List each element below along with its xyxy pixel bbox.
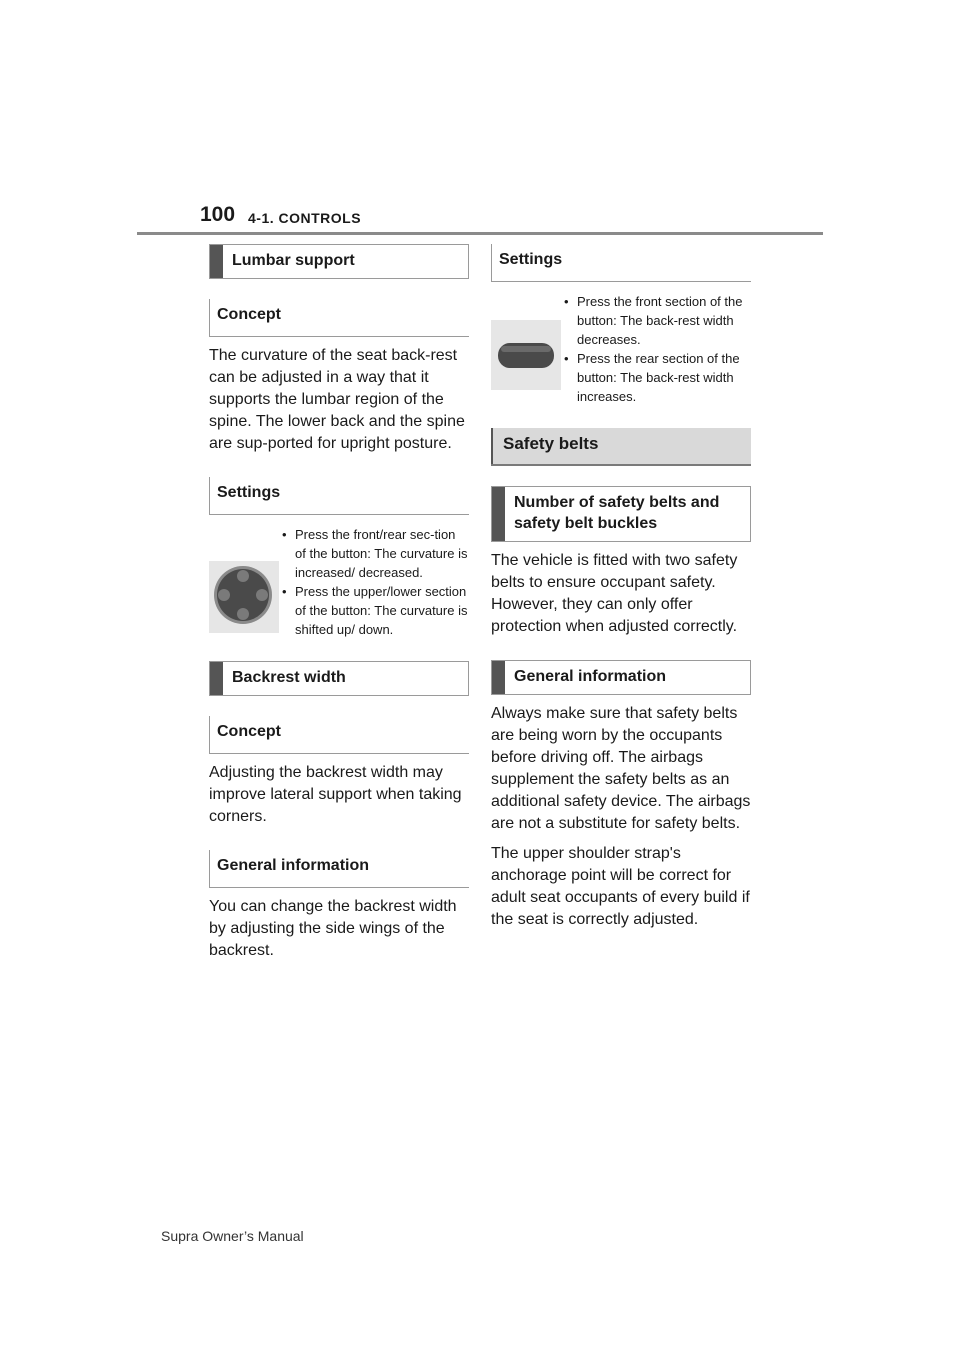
settings-backrest-list (561, 292, 751, 406)
settings-backrest-row (491, 292, 751, 406)
lumbar-button-icon (209, 525, 279, 639)
heading-general-information-belts: General information (491, 660, 751, 695)
heading-backrest-width: Backrest width (209, 661, 469, 696)
settings-lumbar-row (209, 525, 469, 639)
concept-backrest-text: Adjusting the backrest width may improve lateral support when taking corners. (209, 764, 462, 825)
list-item: • Press the upper/lower section of the button: The curvature is shifted up/ down. (279, 582, 469, 639)
heading-settings-lumbar: Settings (209, 477, 469, 515)
general-belts-text-1: Always make sure that safety belts are being worn by the occupants before driving off. The airbags supplement the safety belts as an additional safety device. The airbags are not a substitute for safety belts. (491, 705, 751, 832)
heading-safety-belts: Safety belts (491, 428, 751, 466)
heading-concept-lumbar: Concept (209, 299, 469, 337)
section-label: 4-1. CONTROLS (248, 210, 362, 226)
list-item: • Press the front/rear sec-tion of the button: The curvature is increased/ decreased. (279, 525, 469, 582)
page-number: 100 (200, 203, 236, 226)
heading-concept-backrest: Concept (209, 716, 469, 754)
header-rule (137, 232, 823, 235)
heading-lumbar-support: Lumbar support (209, 244, 469, 279)
general-belts-text-2: The upper shoulder strap's anchorage point will be correct for adult seat occupants of every build if the seat is correctly adjusted. (491, 845, 750, 928)
list-item: • Press the rear section of the button: The back-rest width increases. (561, 349, 751, 406)
settings-lumbar-list (279, 525, 469, 639)
concept-lumbar-text: The curvature of the seat back-rest can be adjusted in a way that it supports the lumbar region of the spine. The lower back and the spine are sup-ported for upright posture. (209, 347, 465, 452)
list-item: • Press the front section of the button: The back-rest width decreases. (561, 292, 751, 349)
footer-manual-title: Supra Owner’s Manual (161, 1228, 304, 1244)
left-column (209, 244, 469, 962)
general-backrest-text: You can change the backrest width by adjusting the side wings of the backrest. (209, 898, 457, 959)
heading-number-of-safety-belts: Number of safety belts and safety belt buckles (491, 486, 751, 542)
backrest-width-button-icon (491, 292, 561, 406)
right-column (491, 244, 751, 931)
heading-general-information-backrest: General information (209, 850, 469, 888)
heading-settings-backrest: Settings (491, 244, 751, 282)
number-safety-belts-text: The vehicle is fitted with two safety belts to ensure occupant safety. However, they can only offer protection when adjusted correctly. (491, 552, 738, 635)
